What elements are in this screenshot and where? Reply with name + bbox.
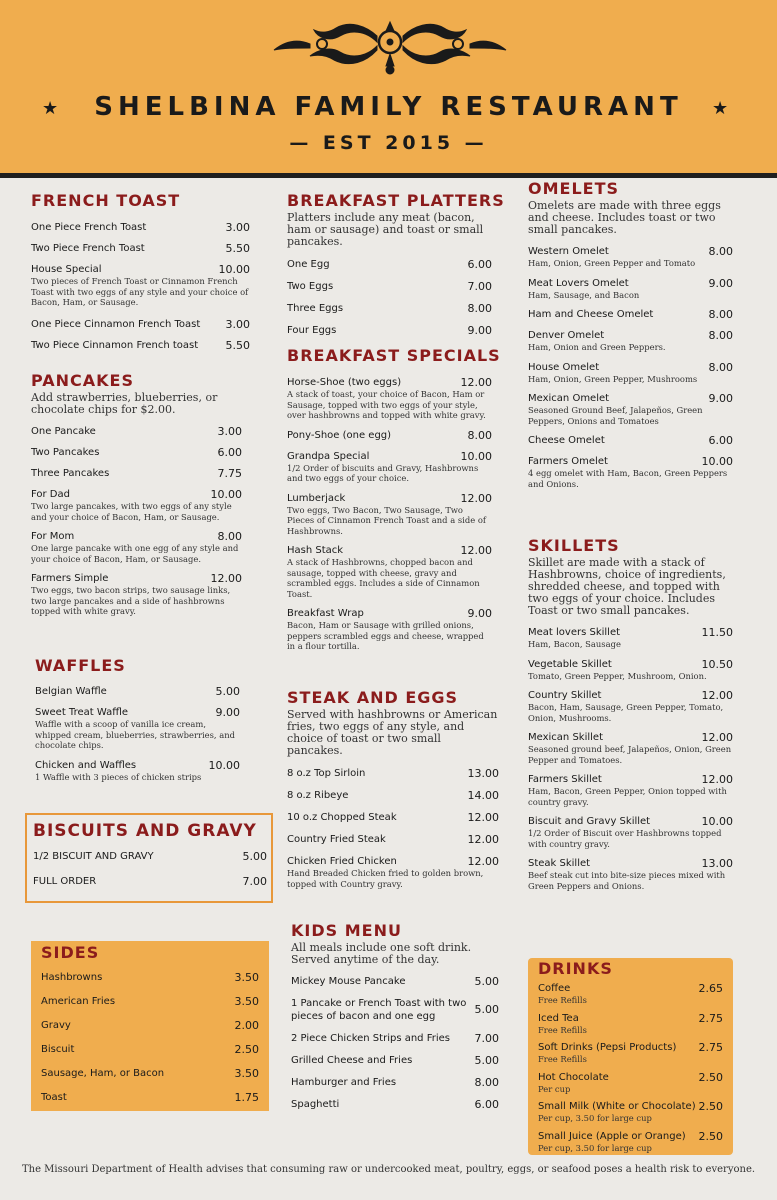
item-name: Hamburger and Fries [291,1077,397,1088]
menu-item [35,706,240,751]
item-description: Ham, Bacon, Green Pepper, Onion topped with country gravy. [528,786,727,807]
item-price: 9.00 [467,607,492,620]
menu-item [287,492,492,537]
item-name: Lumberjack [287,492,346,504]
item-name: One Piece French Toast [31,222,147,233]
section-breakfast-platters [287,191,505,337]
item-price: 8.00 [708,245,733,258]
menu-item [287,767,499,780]
item-description: Two eggs, Two Bacon, Two Sausage, Two Pieces of Cinnamon French Toast and a side of Hashbrowns. [287,504,486,536]
item-name: Hash Stack [287,545,344,556]
ornament-icon [270,20,510,78]
menu-item [41,995,259,1008]
item-description: Ham, Onion and Green Peppers. [528,342,666,352]
menu-item [528,277,733,301]
item-price: 3.50 [234,995,259,1008]
section-title: DRINKS [538,959,613,978]
item-name: 2 Piece Chicken Strips and Fries [291,1033,450,1044]
item-name: Grilled Cheese and Fries [291,1055,413,1066]
item-name: Soft Drinks (Pepsi Products) [538,1042,677,1053]
item-name: Grandpa Special [287,450,370,462]
item-description: A stack of Hashbrowns, chopped bacon and sausage, topped with cheese, gravy and scrambled eggs. Includes a side of Cinnamon Toast. [287,557,480,599]
menu-item [287,855,499,889]
item-name: Steak Skillet [528,858,591,869]
section-note: Add strawberries, blueberries, or chocolate chips for $2.00. [31,391,218,416]
item-price: 14.00 [467,789,499,802]
item-price: 5.00 [242,850,267,863]
item-price: 12.00 [460,491,492,505]
item-price: 10.00 [208,758,240,772]
menu-item [291,1098,499,1111]
established-label: — EST 2015 — [289,132,488,154]
menu-item [528,857,733,891]
item-price: 3.50 [234,971,259,984]
menu-item [41,1043,259,1056]
menu-item [528,308,733,321]
section-title: FRENCH TOAST [31,191,181,210]
item-name: Mexican Skillet [528,732,603,743]
item-description: Free Refills [538,1024,587,1035]
item-name: Ham and Cheese Omelet [528,309,654,320]
menu-item [287,302,492,315]
item-name: Iced Tea [538,1012,579,1024]
item-name: House Omelet [528,361,600,373]
menu-item [33,875,267,888]
restaurant-name: SHELBINA FAMILY RESTAURANT [94,92,683,122]
item-name: Meat Lovers Omelet [528,277,629,289]
item-name: Biscuit [41,1044,75,1055]
item-name: Two Eggs [287,281,334,292]
item-price: 7.00 [467,280,492,293]
item-name: Sweet Treat Waffle [35,707,129,718]
menu-item [35,759,240,783]
item-price: 3.00 [225,317,250,331]
item-price: 2.00 [234,1019,259,1032]
menu-item [35,685,240,698]
item-name: Country Skillet [528,690,602,701]
section-skillets [528,536,733,891]
menu-item [528,329,733,353]
menu-item [538,1100,723,1124]
item-name: One Pancake [31,426,96,437]
item-price: 3.50 [234,1067,259,1080]
menu-item [538,982,723,1006]
item-name: Horse-Shoe (two eggs) [287,377,402,388]
menu-item [538,1130,723,1154]
item-name: One Egg [287,259,330,270]
item-price: 9.00 [708,392,733,405]
menu-item [528,773,733,807]
item-name: Meat lovers Skillet [528,627,621,638]
section-note: Platters include any meat (bacon, ham or sausage) and toast or small pancakes. [287,211,484,248]
menu-item [528,626,733,650]
item-name: 10 o.z Chopped Steak [287,812,397,823]
menu-item [287,324,492,337]
menu-item [287,607,492,652]
item-price: 3.00 [217,425,242,438]
item-name: Farmers Simple [31,573,109,584]
item-name: FULL ORDER [33,876,97,887]
section-title: STEAK AND EGGS [287,688,459,707]
star-icon: ★ [712,98,729,119]
menu-item [528,658,733,682]
section-title: PANCAKES [31,371,135,390]
section-breakfast-specials [287,346,501,652]
item-name: Toast [41,1092,67,1103]
item-price: 8.00 [474,1076,499,1089]
section-biscuits-and-gravy [25,813,273,903]
menu-item [31,572,242,617]
item-price: 12.00 [460,544,492,557]
item-price: 13.00 [701,857,733,870]
item-price: 5.00 [474,1054,499,1067]
menu-item [528,815,733,849]
item-price: 8.00 [708,360,733,374]
item-price: 7.75 [217,467,242,480]
item-name: Biscuit and Gravy Skillet [528,816,651,827]
item-name: Gravy [41,1020,71,1031]
item-price: 10.50 [701,657,733,671]
menu-item [31,488,242,522]
menu-item [528,361,733,385]
section-note: Skillet are made with a stack of Hashbrowns, choice of ingredients, shredded cheese, and topped with two eggs of your choice. Includes Toast or two small pancakes. [528,556,726,617]
item-description: 1/2 Order of biscuits and Gravy, Hashbrowns and two eggs of your choice. [287,462,479,483]
item-name: Farmers Skillet [528,774,602,785]
item-name: 1 Pancake or French Toast with two pieces of bacon and one egg [291,998,467,1022]
item-price: 11.50 [701,626,733,639]
menu-item [31,530,242,564]
item-name: Four Eggs [287,325,337,336]
menu-item [31,242,250,255]
item-price: 2.50 [698,1100,723,1113]
item-description: Per cup, 3.50 for large cup [538,1113,652,1123]
item-price: 6.00 [474,1098,499,1111]
item-description: A stack of toast, your choice of Bacon, Ham or Sausage, topped with two eggs of your style, over hashbrowns and topped with white gravy. [287,389,486,420]
item-name: Spaghetti [291,1099,340,1110]
item-description: Bacon, Ham, Sausage, Green Pepper, Tomato, Onion, Mushrooms. [528,702,724,723]
menu-item [31,318,250,331]
section-omelets [528,179,733,489]
item-price: 2.50 [698,1129,723,1143]
menu-item [31,339,250,352]
section-title: OMELETS [528,179,620,198]
item-description: Free Refills [538,995,587,1005]
section-title: BREAKFAST PLATTERS [287,191,505,210]
item-description: Two eggs, two bacon strips, two sausage links, two large pancakes and a side of hashbrowns topped with white gravy. [31,585,231,616]
section-title: SKILLETS [528,536,620,555]
star-icon: ★ [42,98,59,119]
item-price: 5.50 [225,338,250,352]
item-price: 3.00 [225,221,250,234]
item-price: 8.00 [467,302,492,315]
header-banner [0,0,777,173]
menu-item [31,446,242,459]
item-price: 9.00 [708,276,733,290]
item-name: Three Eggs [287,303,344,314]
item-name: 8 o.z Ribeye [287,790,349,801]
section-title: WAFFLES [35,656,126,675]
item-description: One large pancake with one egg of any style and your choice of Bacon, Ham, or Sausage. [31,543,239,564]
item-name: Pony-Shoe (one egg) [287,429,392,441]
menu-item [41,1091,259,1104]
menu-item [291,997,499,1023]
item-name: Mickey Mouse Pancake [291,976,406,987]
item-name: American Fries [41,996,116,1007]
item-name: Two Piece Cinnamon French toast [31,339,199,351]
menu-item [291,1054,499,1067]
item-description: Bacon, Ham or Sausage with grilled onions, peppers scrambled eggs and cheese, wrapped in a flour tortilla. [287,620,484,651]
section-french-toast [31,191,250,352]
item-name: Sausage, Ham, or Bacon [41,1068,165,1079]
menu-item [287,429,492,442]
menu-item [41,971,259,984]
section-steak-and-eggs [287,688,499,889]
item-price: 2.75 [698,1041,723,1054]
item-description: Seasoned Ground Beef, Jalapeños, Green Peppers, Onions and Tomatoes [528,405,703,426]
item-price: 10.00 [701,455,733,468]
item-price: 8.00 [217,530,242,543]
menu-item [291,1032,499,1045]
menu-item [287,280,492,293]
item-price: 5.00 [474,975,499,988]
section-note: Served with hashbrowns or American fries, two eggs of any style, and choice of toast or two small pancakes. [287,708,498,757]
item-name: Denver Omelet [528,330,605,341]
section-pancakes [31,371,242,617]
item-name: Small Milk (White or Chocolate) [538,1101,696,1112]
menu-item [41,1019,259,1032]
item-price: 6.00 [708,434,733,447]
item-price: 2.50 [234,1043,259,1056]
menu-item [31,467,242,480]
item-price: 7.00 [474,1032,499,1045]
section-title: SIDES [41,943,100,962]
item-price: 7.00 [242,875,267,888]
item-description: Per cup, 3.50 for large cup [538,1142,652,1153]
item-description: Per cup [538,1083,571,1094]
item-name: Coffee [538,983,571,994]
item-name: Breakfast Wrap [287,608,364,619]
menu-item [538,1071,723,1095]
menu-item [287,789,499,802]
menu-item [287,811,499,824]
menu-item [287,833,499,846]
item-name: Vegetable Skillet [528,658,612,670]
section-note: All meals include one soft drink. Served anytime of the day. [291,941,472,966]
item-description: Two pieces of French Toast or Cinnamon French Toast with two eggs of any style and your choice of Bacon, Ham, or Sausage. [31,276,249,307]
item-name: Small Juice (Apple or Orange) [538,1130,686,1142]
item-description: 1/2 Order of Biscuit over Hashbrowns topped with country gravy. [528,828,722,849]
item-name: Country Fried Steak [287,834,386,845]
item-description: 4 egg omelet with Ham, Bacon, Green Peppers and Onions. [528,468,728,489]
item-description: Free Refills [538,1054,587,1064]
menu-item [291,1076,499,1089]
item-price: 8.00 [467,428,492,442]
health-disclaimer: The Missouri Department of Health advises that consuming raw or undercooked meat, poultry, eggs, or seafood poses a health risk to everyone. [21,1164,756,1175]
item-price: 10.00 [210,488,242,501]
item-name: Cheese Omelet [528,435,605,446]
item-name: One Piece Cinnamon French Toast [31,318,201,330]
item-name: For Dad [31,489,70,500]
item-price: 12.00 [467,811,499,824]
item-price: 13.00 [467,767,499,780]
item-name: Chicken Fried Chicken [287,856,397,867]
item-description: Two large pancakes, with two eggs of any style and your choice of Bacon, Ham, or Sausage. [31,501,232,522]
section-kids-menu [291,921,499,1111]
menu-item [528,392,733,426]
menu-item [528,245,733,269]
menu-item [287,376,492,421]
item-price: 1.75 [234,1091,259,1104]
item-price: 2.75 [698,1011,723,1025]
section-drinks [528,958,733,1155]
item-name: Belgian Waffle [35,686,107,697]
item-name: Two Pancakes [31,447,100,458]
item-price: 10.00 [218,263,250,276]
item-name: Farmers Omelet [528,456,608,467]
menu-item [287,450,492,484]
menu-item [528,455,733,489]
item-description: Waffle with a scoop of vanilla ice cream, whipped cream, blueberries, strawberries, and chocolate chips. [35,719,235,750]
item-price: 2.50 [698,1070,723,1084]
item-price: 12.00 [701,689,733,702]
item-name: Mexican Omelet [528,393,610,404]
menu-item [538,1041,723,1065]
menu-item [528,731,733,765]
item-description: 1 Waffle with 3 pieces of chicken strips [35,771,202,782]
item-description: Beef steak cut into bite-size pieces mixed with Green Peppers and Onions. [528,870,726,891]
item-price: 9.00 [215,706,240,719]
menu-item [528,689,733,723]
menu-item [528,434,733,447]
item-price: 5.00 [215,685,240,698]
item-price: 12.00 [467,855,499,868]
item-description: Tomato, Green Pepper, Mushroom, Onion. [528,670,707,681]
item-price: 8.00 [708,308,733,321]
item-name: Three Pancakes [31,468,110,479]
item-price: 12.00 [701,773,733,786]
menu-item [287,544,492,599]
item-price: 2.65 [698,982,723,995]
item-description: Hand Breaded Chicken fried to golden brown, topped with Country gravy. [287,868,484,889]
item-price: 9.00 [467,324,492,337]
item-price: 12.00 [210,572,242,585]
menu-item [31,221,250,234]
item-name: For Mom [31,531,75,542]
item-description: Ham, Bacon, Sausage [528,639,621,649]
item-price: 5.50 [225,242,250,255]
menu-item [291,975,499,988]
item-description: Ham, Sausage, and Bacon [528,289,640,300]
section-waffles [35,656,240,782]
menu-item [287,258,492,271]
item-price: 10.00 [460,449,492,463]
item-description: Seasoned ground beef, Jalapeños, Onion, Green Pepper and Tomatoes. [528,744,732,765]
menu-item [33,850,267,863]
item-name: 1/2 BISCUIT AND GRAVY [33,851,154,862]
item-price: 12.00 [701,731,733,744]
header-divider [0,173,777,178]
item-description: Ham, Onion, Green Pepper and Tomato [528,258,696,268]
section-title: BREAKFAST SPECIALS [287,346,501,365]
section-sides [31,941,269,1111]
item-name: Western Omelet [528,246,609,257]
menu-item [538,1012,723,1036]
section-title: KIDS MENU [291,921,402,940]
item-name: Two Piece French Toast [31,243,145,254]
section-title: BISCUITS AND GRAVY [33,821,257,841]
item-description: Ham, Onion, Green Pepper, Mushrooms [528,373,698,384]
item-price: 12.00 [467,833,499,846]
menu-item [31,263,250,308]
item-name: Chicken and Waffles [35,759,137,771]
item-name: Hashbrowns [41,972,103,983]
item-price: 12.00 [460,376,492,389]
section-note: Omelets are made with three eggs and cheese. Includes toast or two small pancakes. [528,199,721,236]
item-price: 8.00 [708,329,733,342]
item-price: 10.00 [701,815,733,828]
item-price: 6.00 [217,446,242,459]
item-price: 5.00 [474,1003,499,1016]
menu-item [41,1067,259,1080]
item-name: House Special [31,264,102,275]
menu-item [31,425,242,438]
item-price: 6.00 [467,258,492,271]
item-name: 8 o.z Top Sirloin [287,768,366,779]
item-name: Hot Chocolate [538,1071,609,1083]
